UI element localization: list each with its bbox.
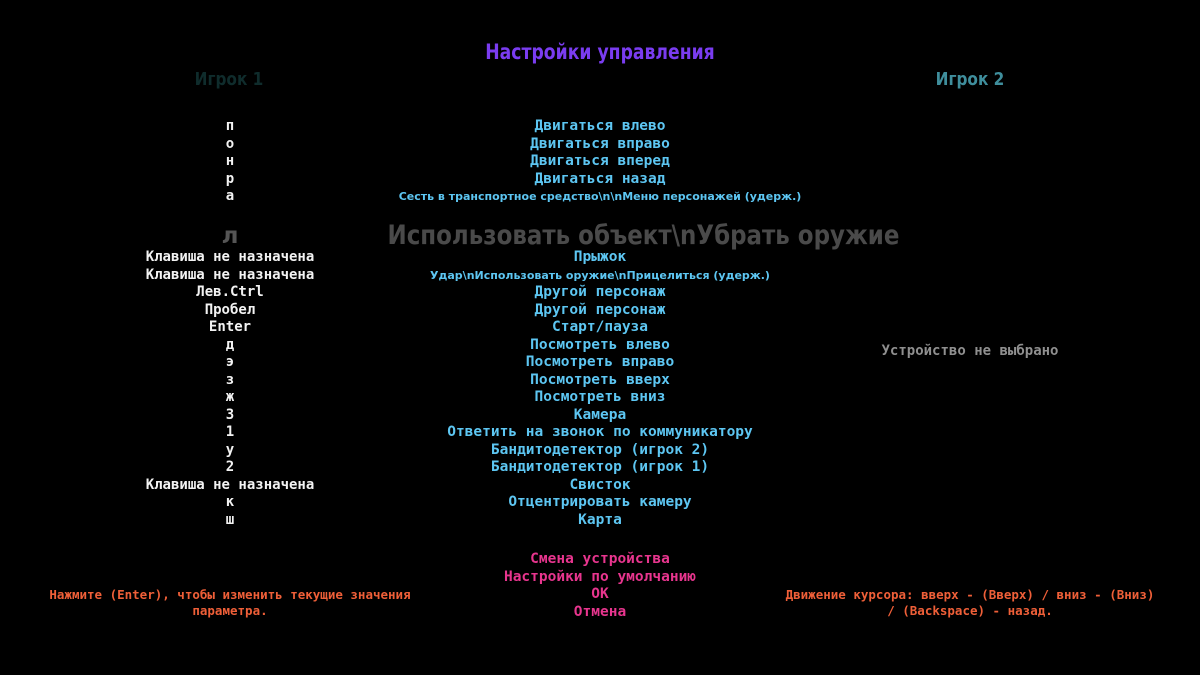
binding-action: Посмотреть вниз bbox=[534, 389, 666, 405]
binding-action: Прыжок bbox=[573, 249, 627, 265]
binding-key: Пробел bbox=[204, 301, 256, 318]
binding-row-detector-player-1[interactable] bbox=[0, 459, 1200, 477]
binding-action: Ответить на звонок по коммуникатору bbox=[447, 424, 753, 440]
binding-action: Сесть в транспортное средство\n\nМеню персонажей (удерж.) bbox=[398, 190, 802, 203]
binding-action: Бандитодетектор (игрок 1) bbox=[490, 459, 710, 475]
screen-title: Настройки управления bbox=[485, 40, 715, 64]
binding-key: л bbox=[221, 223, 239, 249]
ok-button[interactable]: ОК bbox=[591, 586, 609, 602]
binding-action: Двигаться вперед bbox=[530, 153, 670, 169]
binding-row-enter-vehicle[interactable] bbox=[0, 188, 1200, 206]
binding-row-start-pause[interactable] bbox=[0, 319, 1200, 337]
binding-row-switch-character-1[interactable] bbox=[0, 284, 1200, 302]
binding-key: 2 bbox=[225, 459, 235, 475]
binding-key: 3 bbox=[225, 406, 235, 423]
cancel-button[interactable]: Отмена bbox=[573, 603, 627, 620]
binding-key: 1 bbox=[225, 424, 235, 440]
binding-action: Посмотреть вверх bbox=[530, 371, 670, 388]
binding-row-map[interactable] bbox=[0, 512, 1200, 530]
binding-row-move-left[interactable] bbox=[0, 118, 1200, 136]
binding-action: Свисток bbox=[569, 476, 631, 493]
binding-key: п bbox=[225, 118, 235, 134]
binding-row-look-down[interactable] bbox=[0, 389, 1200, 407]
binding-row-move-forward[interactable] bbox=[0, 153, 1200, 171]
binding-action: Посмотреть влево bbox=[530, 336, 670, 353]
binding-key: ж bbox=[225, 389, 235, 405]
binding-key: Клавиша не назначена bbox=[145, 249, 315, 265]
binding-row-attack[interactable] bbox=[0, 267, 1200, 285]
binding-action: Отцентрировать камеру bbox=[508, 494, 692, 510]
binding-action: Двигаться влево bbox=[534, 118, 666, 134]
binding-action: Другой персонаж bbox=[534, 301, 666, 318]
binding-key: Клавиша не назначена bbox=[145, 476, 315, 493]
binding-action: Бандитодетектор (игрок 2) bbox=[490, 441, 710, 458]
binding-action: Другой персонаж bbox=[534, 284, 666, 300]
default-settings-button[interactable]: Настройки по умолчанию bbox=[503, 568, 697, 585]
player-2-device-status: Устройство не выбрано bbox=[881, 343, 1059, 359]
binding-row-move-back[interactable] bbox=[0, 171, 1200, 189]
binding-key: ш bbox=[225, 511, 235, 528]
binding-action: Использовать объект\nУбрать оружие bbox=[387, 220, 900, 251]
binding-row-answer-call[interactable] bbox=[0, 424, 1200, 442]
binding-action: Карта bbox=[578, 511, 622, 528]
change-value-hint: Нажмите (Enter), чтобы изменить текущие значения параметра. bbox=[49, 587, 411, 618]
binding-row-whistle[interactable] bbox=[0, 477, 1200, 495]
binding-action: Старт/пауза bbox=[551, 319, 649, 335]
binding-key: а bbox=[225, 188, 235, 204]
binding-key: Enter bbox=[208, 319, 252, 335]
binding-key: э bbox=[225, 354, 235, 370]
player-1-label: Игрок 1 bbox=[194, 69, 264, 90]
binding-key: н bbox=[225, 153, 235, 169]
binding-action: Удар\nИспользовать оружие\nПрицелиться (удерж.) bbox=[430, 268, 770, 282]
cursor-navigation-hint: Движение курсора: вверх - (Вверх) / вниз - (Вниз) / (Backspace) - назад. bbox=[785, 587, 1155, 618]
binding-row-look-up[interactable] bbox=[0, 372, 1200, 390]
binding-row-jump[interactable] bbox=[0, 249, 1200, 267]
binding-key: д bbox=[225, 336, 235, 353]
binding-row-switch-character-2[interactable] bbox=[0, 302, 1200, 320]
binding-key: Лев.Ctrl bbox=[196, 284, 264, 300]
change-device-button[interactable]: Смена устройства bbox=[530, 551, 670, 567]
binding-row-center-camera[interactable] bbox=[0, 494, 1200, 512]
binding-key: з bbox=[225, 371, 235, 388]
binding-key: р bbox=[225, 170, 235, 187]
binding-action: Двигаться вправо bbox=[530, 135, 670, 152]
binding-key: о bbox=[225, 135, 235, 152]
binding-action: Камера bbox=[573, 406, 627, 423]
binding-key: к bbox=[225, 494, 235, 510]
binding-row-camera[interactable] bbox=[0, 407, 1200, 425]
binding-row-move-right[interactable] bbox=[0, 136, 1200, 154]
binding-key: Клавиша не назначена bbox=[145, 266, 315, 283]
binding-action: Двигаться назад bbox=[534, 170, 666, 187]
binding-key: у bbox=[225, 441, 235, 458]
binding-action: Посмотреть вправо bbox=[525, 354, 675, 370]
player-2-label: Игрок 2 bbox=[935, 69, 1005, 90]
binding-row-detector-player-2[interactable] bbox=[0, 442, 1200, 460]
